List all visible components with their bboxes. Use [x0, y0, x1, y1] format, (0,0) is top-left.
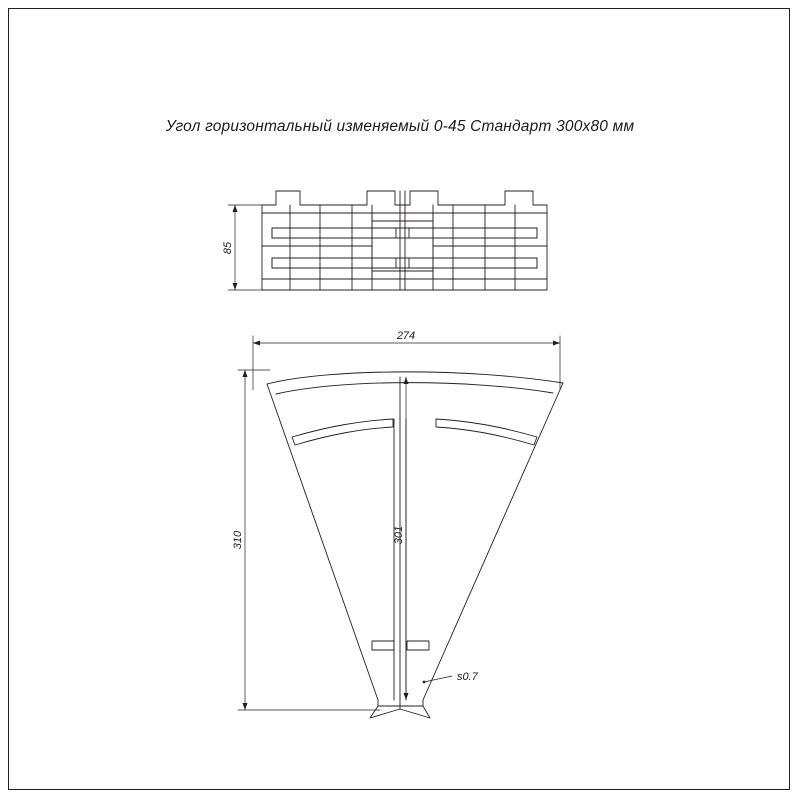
- front-elevation-geometry: [262, 191, 547, 290]
- page-title: Угол горизонтальный изменяемый 0-45 Стандарт 300х80 мм: [165, 118, 635, 135]
- dimension-label-301: 301: [393, 525, 405, 545]
- dimension-label-310: 310: [232, 530, 244, 550]
- dimension-label-274: 274: [396, 330, 416, 342]
- thickness-leader: [423, 676, 452, 683]
- dimension-310: [238, 370, 380, 710]
- dimension-label-85: 85: [222, 241, 234, 255]
- top-plan-geometry: [267, 372, 563, 718]
- thickness-note: s0.7: [457, 671, 478, 683]
